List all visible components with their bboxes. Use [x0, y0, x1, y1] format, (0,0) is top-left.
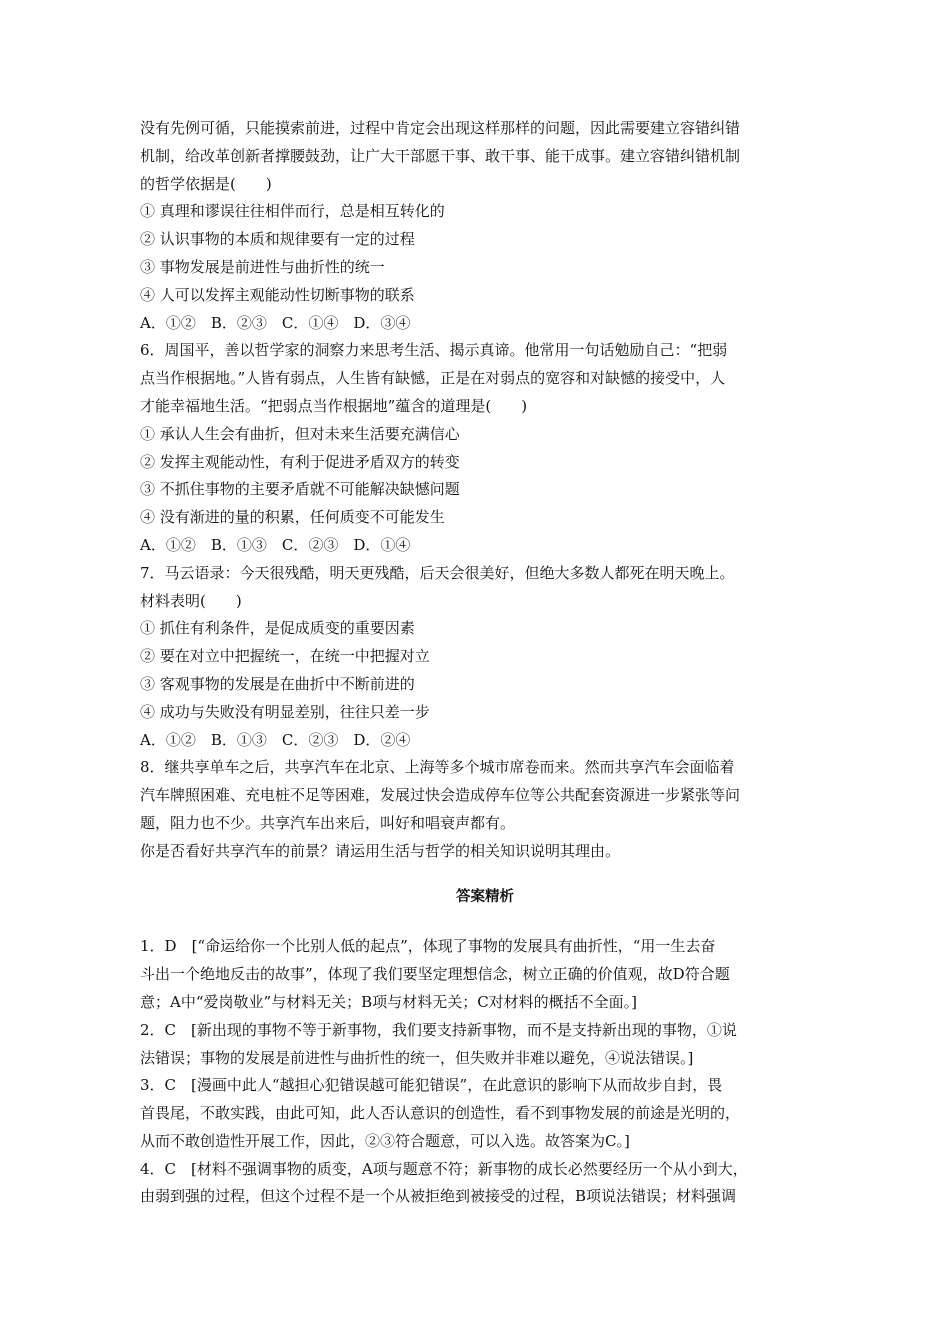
option-line: ④ 人可以发挥主观能动性切断事物的联系	[140, 285, 415, 304]
option-line: ④ 成功与失败没有明显差别，往往只差一步	[140, 702, 430, 721]
text-line: 材料表明( )	[140, 591, 242, 610]
option-line: ③ 客观事物的发展是在曲折中不断前进的	[140, 674, 415, 693]
option-line: ① 承认人生会有曲折，但对未来生活要充满信心	[140, 424, 460, 443]
answer-line: 4．C [材料不强调事物的质变，A项与题意不符；新事物的成长必然要经历一个从小到大，	[140, 1159, 748, 1178]
choices-line: A．①② B．①③ C．②③ D．①④	[140, 535, 411, 554]
answer-2	[140, 1017, 830, 1073]
text-line: 点当作根据地。”人皆有弱点，人生皆有缺憾，正是在对弱点的宽容和对缺憾的接受中，人	[140, 369, 726, 388]
text-line: 才能幸福地生活。“把弱点当作根据地”蕴含的道理是( )	[140, 396, 528, 415]
option-line: ② 认识事物的本质和规律要有一定的过程	[140, 230, 415, 249]
text-line: 的哲学依据是( )	[140, 174, 272, 193]
answers-heading: 答案精析	[456, 888, 514, 905]
answer-1	[140, 933, 830, 1016]
option-line: ② 发挥主观能动性，有利于促进矛盾双方的转变	[140, 452, 460, 471]
page-content	[140, 115, 830, 1211]
option-line: ① 抓住有利条件，是促成质变的重要因素	[140, 619, 415, 638]
text-line: 题，阻力也不少。共享汽车出来后，叫好和唱衰声都有。	[140, 813, 516, 832]
text-line: 汽车牌照困难、充电桩不足等困难，发展过快会造成停车位等公共配套资源进一步紧张等问	[140, 786, 741, 805]
option-line: ① 真理和谬误往往相伴而行，总是相互转化的	[140, 202, 445, 221]
answer-line: 意；A中“爱岗敬业”与材料无关；B项与材料无关；C对材料的概括不全面。]	[140, 992, 638, 1011]
text-line: 你是否看好共享汽车的前景？请运用生活与哲学的相关知识说明其理由。	[140, 841, 621, 860]
text-line: 6．周国平，善以哲学家的洞察力来思考生活、揭示真谛。他常用一句话勉励自己：“把弱	[140, 341, 728, 360]
answer-line: 3．C [漫画中此人“越担心犯错误越可能犯错误”，在此意识的影响下从而故步自封，畏	[140, 1076, 723, 1095]
option-line: ② 要在对立中把握统一，在统一中把握对立	[140, 647, 430, 666]
text-line: 机制，给改革创新者撑腰鼓劲，让广大干部愿干事、敢干事、能干成事。建立容错纠错机制	[140, 146, 741, 165]
answers-section	[140, 933, 830, 1211]
option-line: ④ 没有渐进的量的积累，任何质变不可能发生	[140, 508, 445, 527]
question-8	[140, 754, 830, 865]
answer-line: 法错误；事物的发展是前进性与曲折性的统一，但失败并非难以避免，④说法错误。]	[140, 1048, 694, 1067]
text-line: 7．马云语录：今天很残酷，明天更残酷，后天会很美好，但绝大多数人都死在明天晚上。	[140, 563, 735, 582]
option-line: ③ 事物发展是前进性与曲折性的统一	[140, 257, 385, 276]
choices-line: A．①② B．②③ C．①④ D．③④	[140, 313, 411, 332]
text-line: 没有先例可循，只能摸索前进，过程中肯定会出现这样那样的问题，因此需要建立容错纠错	[140, 119, 741, 137]
answer-line: 由弱到强的过程，但这个过程不是一个从被拒绝到被接受的过程，B项说法错误；材料强调	[140, 1187, 737, 1206]
answer-4	[140, 1156, 830, 1212]
answer-line: 1．D [“命运给你一个比别人低的起点”，体现了事物的发展具有曲折性，“用一生去奋	[140, 937, 716, 956]
question-5-tail	[140, 115, 830, 337]
option-line: ③ 不抓住事物的主要矛盾就不可能解决缺憾问题	[140, 480, 460, 499]
answer-3	[140, 1072, 830, 1155]
question-7	[140, 560, 830, 755]
answer-line: 从而不敢创造性开展工作，因此，②③符合题意，可以入选。故答案为C。]	[140, 1131, 630, 1150]
answer-line: 斗出一个绝地反击的故事”，体现了我们要坚定理想信念，树立正确的价值观，故D符合题	[140, 965, 730, 984]
text-line: 8．继共享单车之后，共享汽车在北京、上海等多个城市席卷而来。然而共享汽车会面临着	[140, 758, 735, 777]
answer-line: 2．C [新出现的事物不等于新事物，我们要支持新事物，而不是支持新出现的事物，①说	[140, 1020, 737, 1039]
question-6	[140, 337, 830, 559]
choices-line: A．①② B．①③ C．②③ D．②④	[140, 730, 411, 749]
answer-line: 首畏尾，不敢实践，由此可知，此人否认意识的创造性，看不到事物发展的前途是光明的，	[140, 1104, 741, 1123]
